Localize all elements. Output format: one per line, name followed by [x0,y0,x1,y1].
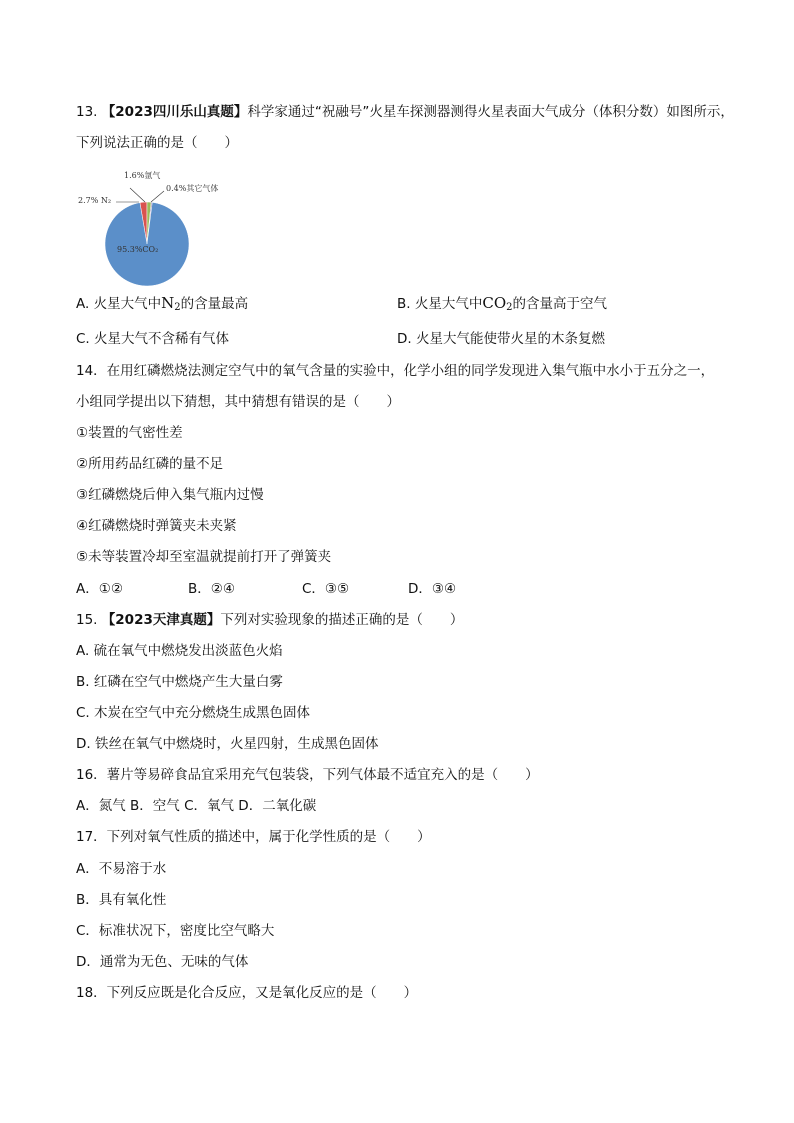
q15-option-a: A. 硫在氧气中燃烧发出淡蓝色火焰 [76,643,283,659]
q15-source-tag: 【2023天津真题】 [101,612,221,628]
q13-number: 13. [76,104,98,120]
q18-stem: 18．下列反应既是化合反应，又是氧化反应的是（ ） [76,985,418,1001]
q14-item-4: ④红磷燃烧时弹簧夹未夹紧 [76,518,237,534]
q16-options: A．氮气 B．空气 C．氧气 D．二氧化碳 [76,798,317,814]
q14-item-5: ⑤未等装置冷却至室温就提前打开了弹簧夹 [76,549,332,565]
q13-stem-text: 科学家通过“祝融号”火星车探测器测得火星表面大气成分（体积分数）如图所示， [247,104,734,120]
q17-stem: 17．下列对氧气性质的描述中，属于化学性质的是（ ） [76,829,431,845]
q14-option-a: A．①② [76,581,123,597]
q15-option-b: B. 红磷在空气中燃烧产生大量白雾 [76,674,283,690]
q14-item-2: ②所用药品红磷的量不足 [76,456,224,472]
pie-label-other: 0.4%其它气体 [166,184,219,193]
q15-number: 15. [76,612,98,628]
q17-option-a: A．不易溶于水 [76,861,167,877]
q13-stem-line2: 下列说法正确的是（ ） [76,135,238,151]
q13-option-b: B. 火星大气中$CO_2$的含量高于空气 [397,294,608,313]
q14-option-b: B．②④ [188,581,235,597]
q16-stem: 16．薯片等易碎食品宜采用充气包装袋，下列气体最不适宜充入的是（ ） [76,767,539,783]
q17-option-b: B．具有氧化性 [76,892,167,908]
q15-stem: 15. 【2023天津真题】下列对实验现象的描述正确的是（ ） [76,612,464,628]
q14-option-d: D．③④ [408,581,457,597]
q14-stem-line2: 小组同学提出以下猜想，其中猜想有错误的是（ ） [76,394,400,410]
q13-source-tag: 【2023四川乐山真题】 [101,104,248,120]
q17-option-d: D．通常为无色、无味的气体 [76,954,249,970]
q14-item-3: ③红磷燃烧后伸入集气瓶内过慢 [76,487,264,503]
q14-stem-line1: 14．在用红磷燃烧法测定空气中的氧气含量的实验中，化学小组的同学发现进入集气瓶中水小于五分之一， [76,363,715,379]
pie-label-n2: 2.7% N₂ [78,196,112,205]
q15-option-d: D. 铁丝在氧气中燃烧时，火星四射，生成黑色固体 [76,736,379,752]
q14-option-c: C．③⑤ [302,581,350,597]
q13-option-a: A. 火星大气中$N_2$的含量最高 [76,294,249,313]
pie-label-argon: 1.6%氩气 [124,171,161,180]
q13-option-d: D. 火星大气能使带火星的木条复燃 [397,331,605,347]
atmosphere-pie-chart [74,164,224,288]
q17-option-c: C．标准状况下，密度比空气略大 [76,923,275,939]
q14-item-1: ①装置的气密性差 [76,425,183,441]
pie-label-co2: 95.3%CO₂ [117,245,159,254]
q13-option-c: C. 火星大气不含稀有气体 [76,331,230,347]
q13-stem-line1 [76,103,734,121]
q15-option-c: C. 木炭在空气中充分燃烧生成黑色固体 [76,705,311,721]
